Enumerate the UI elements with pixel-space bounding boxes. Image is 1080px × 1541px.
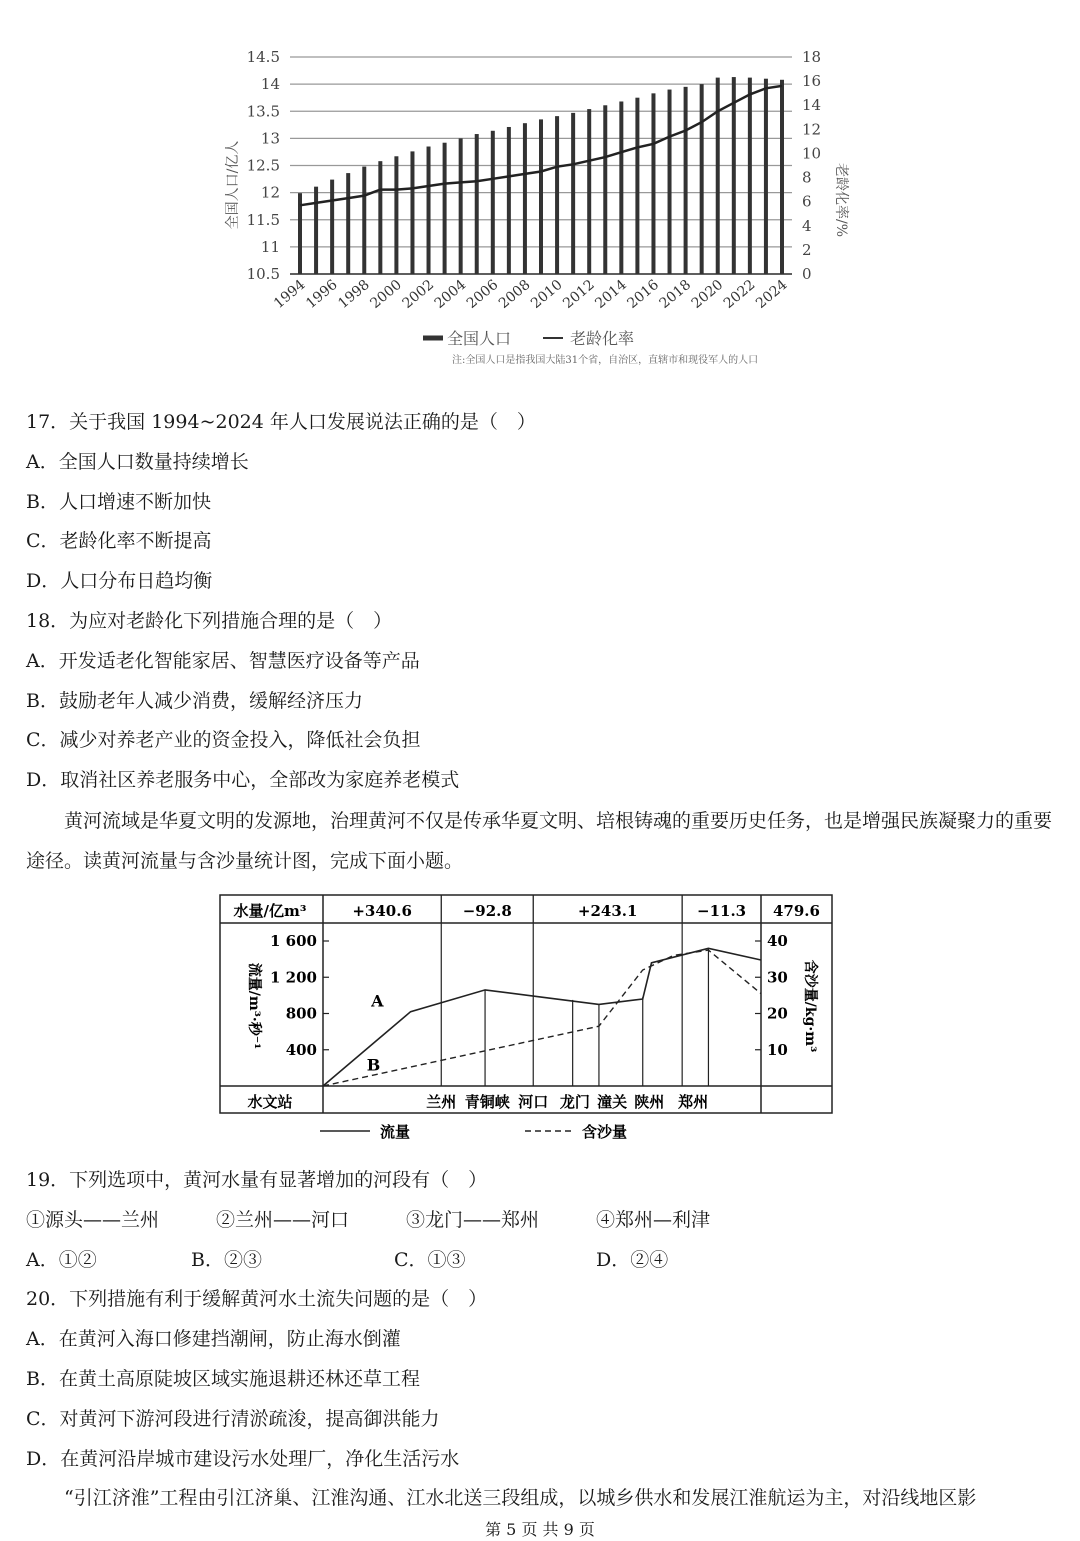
q19-segment-2: ②兰州——河口: [216, 1208, 350, 1231]
chart1-note: 注:全国人口是指我国大陆31个省，自治区，直辖市和现役军人的人口: [452, 355, 759, 366]
legend-population: 全国人口: [447, 329, 512, 348]
x-tick-label: 2006: [463, 276, 502, 312]
station-name: 潼关: [597, 1093, 628, 1111]
flow-tick-label: 400: [285, 1040, 317, 1059]
flow-tick-label: 800: [285, 1004, 317, 1023]
water-volume-value: −92.8: [462, 902, 512, 920]
population-bar: [732, 77, 736, 274]
population-bar: [523, 123, 527, 274]
population-bar: [443, 143, 447, 274]
left-tick-label: 12.5: [246, 156, 280, 175]
sediment-tick-label: 10: [767, 1040, 788, 1059]
water-volume-value: +243.1: [577, 902, 638, 920]
population-bar: [651, 93, 655, 274]
population-bar: [635, 98, 639, 274]
q19-stem: 19．下列选项中，黄河水量有显著增加的河段有（ ）: [26, 1169, 488, 1191]
sediment-tick-label: 20: [767, 1004, 788, 1023]
x-tick-label: 2012: [560, 276, 598, 312]
q20-option-d: D．在黄河沿岸城市建设污水处理厂，净化生活污水: [26, 1447, 460, 1470]
chart2-legend: [320, 1123, 627, 1141]
sediment-line-label-b: B: [366, 1055, 381, 1075]
x-tick-label: 2014: [592, 276, 630, 312]
population-bar: [491, 131, 495, 274]
chart1-right-tick-labels: [802, 48, 821, 283]
q20-option-c: C．对黄河下游河段进行清淤疏浚，提高御洪能力: [26, 1407, 440, 1430]
q17-option-b: B．人口增速不断加快: [26, 490, 211, 513]
chart1-x-tick-labels: [271, 277, 791, 312]
population-bar: [459, 138, 463, 274]
sediment-axis-label: 含沙量/kg·m³: [802, 959, 818, 1053]
chart1-legend: [423, 329, 634, 348]
q19-options-row: [26, 1241, 1056, 1281]
population-bar: [362, 167, 366, 274]
x-tick-label: 2016: [624, 276, 663, 312]
q19-option-c: C．①③: [394, 1248, 466, 1271]
population-bar: [716, 78, 720, 274]
next-question-intro: “引江济淮”工程由引江济巢、江淮沟通、江水北送三段组成，以城乡供水和发展江淮航运为主，对沿线地区影: [64, 1487, 977, 1510]
right-tick-label: 6: [802, 192, 812, 211]
population-bar: [330, 180, 334, 274]
q19-option-a: A．①②: [26, 1248, 97, 1271]
population-bar: [314, 187, 318, 274]
q18-option-d: D．取消社区养老服务中心，全部改为家庭养老模式: [26, 769, 460, 792]
right-tick-label: 10: [802, 144, 822, 163]
legend-aging-rate: 老龄化率: [570, 329, 635, 348]
question-17-18-block: [26, 403, 1056, 881]
yellow-river-intro: 黄河流域是华夏文明的发源地，治理黄河不仅是传承华夏文明、培根铸魂的重要历史任务，也是增强民族凝聚力的重要途径。读黄河流量与含沙量统计图，完成下面小题。: [26, 809, 1053, 872]
right-tick-label: 12: [802, 120, 822, 139]
q19-option-b: B．②③: [191, 1248, 262, 1271]
x-tick-label: 2004: [431, 276, 470, 312]
yellow-river-chart: [210, 888, 840, 1148]
x-tick-label: 2018: [656, 276, 695, 312]
left-tick-label: 11.5: [246, 210, 280, 229]
question-19-20-block: [26, 1161, 1056, 1519]
station-vertical-lines: [441, 923, 708, 1086]
population-aging-chart: [210, 30, 850, 375]
population-bar: [427, 147, 431, 274]
q17-option-a: A．全国人口数量持续增长: [26, 450, 249, 473]
population-bar: [700, 84, 704, 274]
q20-option-b: B．在黄土高原陡坡区域实施退耕还林还草工程: [26, 1367, 420, 1390]
x-tick-label: 2000: [367, 276, 405, 312]
q18-option-a: A．开发适老化智能家居、智慧医疗设备等产品: [26, 649, 420, 672]
x-tick-label: 1996: [303, 276, 341, 312]
right-tick-label: 0: [802, 265, 812, 283]
left-tick-label: 14: [260, 75, 280, 94]
x-tick-label: 2024: [752, 276, 791, 312]
page-footer: 第 5 页 共 9 页: [485, 1520, 595, 1539]
station-name: 陕州: [634, 1093, 665, 1111]
chart1-left-tick-labels: [247, 48, 280, 283]
population-bar: [410, 151, 414, 274]
chart2-right-tick-labels: [755, 932, 788, 1059]
q19-option-d: D．②④: [596, 1248, 669, 1271]
flow-line: [323, 948, 761, 1086]
population-bar: [571, 113, 575, 274]
sediment-tick-label: 30: [767, 968, 788, 987]
q17-option-d: D．人口分布日趋均衡: [26, 570, 213, 593]
x-tick-label: 1994: [270, 276, 309, 312]
left-tick-label: 13.5: [246, 102, 280, 121]
population-bar: [764, 79, 768, 274]
station-name: 兰州: [426, 1093, 457, 1111]
flow-tick-label: 1 200: [270, 968, 317, 987]
right-tick-label: 8: [802, 168, 812, 187]
left-tick-label: 14.5: [246, 48, 280, 66]
q18-stem: 18．为应对老龄化下列措施合理的是（ ）: [26, 609, 393, 632]
left-tick-label: 12: [260, 183, 280, 202]
left-tick-label: 11: [260, 237, 280, 256]
chart1-bars: [290, 77, 792, 274]
sediment-tick-label: 40: [767, 932, 788, 950]
x-tick-label: 2022: [720, 276, 759, 312]
population-bar: [507, 127, 511, 274]
q19-segments-row: [26, 1201, 1056, 1241]
population-bar: [346, 173, 350, 274]
left-tick-label: 13: [260, 129, 280, 148]
population-bar: [684, 87, 688, 274]
water-volume-value: −11.3: [697, 902, 747, 920]
station-name: 龙门: [559, 1093, 590, 1111]
sediment-line: [323, 950, 761, 1086]
population-bar: [555, 116, 559, 274]
station-names: [426, 1093, 708, 1111]
station-name: 青铜峡: [464, 1093, 510, 1111]
population-bar: [475, 134, 479, 274]
chart1-left-axis-label: 全国人口/亿人: [225, 140, 241, 230]
q18-option-b: B．鼓励老年人减少消费，缓解经济压力: [26, 689, 363, 712]
right-tick-label: 2: [802, 240, 812, 259]
water-volume-values: [352, 902, 820, 920]
chart2-left-tick-labels: [270, 932, 329, 1059]
population-bar: [587, 109, 591, 274]
q20-option-a: A．在黄河入海口修建挡潮闸，防止海水倒灌: [26, 1328, 401, 1351]
right-tick-label: 18: [802, 48, 822, 66]
water-volume-value: 479.6: [773, 902, 820, 920]
population-bar: [394, 156, 398, 274]
right-tick-label: 14: [802, 96, 822, 115]
q19-segment-4: ④郑州—利津: [596, 1208, 711, 1231]
x-tick-label: 2002: [399, 276, 438, 312]
legend-flow: 流量: [380, 1123, 411, 1141]
x-tick-label: 2010: [528, 276, 566, 312]
right-tick-label: 16: [802, 72, 822, 91]
legend-sediment: 含沙量: [582, 1123, 628, 1141]
population-bar: [619, 101, 623, 274]
station-header: 水文站: [247, 1093, 293, 1111]
q17-option-c: C．老龄化率不断提高: [26, 530, 212, 553]
q18-option-c: C．减少对养老产业的资金投入，降低社会负担: [26, 729, 421, 752]
water-volume-value: +340.6: [352, 902, 412, 920]
chart1-right-axis-label: 老龄化率/%: [833, 162, 849, 238]
flow-line-label-a: A: [371, 991, 384, 1011]
x-tick-label: 1998: [335, 276, 373, 312]
q19-segment-3: ③龙门——郑州: [406, 1208, 540, 1231]
population-bar: [780, 80, 784, 274]
population-bar: [603, 105, 607, 274]
q17-stem: 17．关于我国 1994~2024 年人口发展说法正确的是（ ）: [26, 411, 536, 433]
water-volume-header: 水量/亿m³: [233, 902, 307, 920]
flow-axis-label: 流量/m³·秒⁻¹: [246, 962, 262, 1050]
left-tick-label: 10.5: [246, 265, 280, 283]
x-tick-label: 2008: [495, 276, 534, 312]
right-tick-label: 4: [802, 216, 812, 235]
population-bar: [748, 78, 752, 274]
station-name: 河口: [518, 1093, 549, 1111]
population-bar: [378, 161, 382, 274]
x-tick-label: 2020: [688, 276, 727, 312]
flow-tick-label: 1 600: [270, 932, 317, 950]
q20-stem: 20．下列措施有利于缓解黄河水土流失问题的是（ ）: [26, 1288, 488, 1311]
q19-segment-1: ①源头——兰州: [26, 1208, 160, 1231]
station-name: 郑州: [678, 1093, 709, 1111]
population-bar: [539, 119, 543, 274]
population-bar: [668, 90, 672, 274]
